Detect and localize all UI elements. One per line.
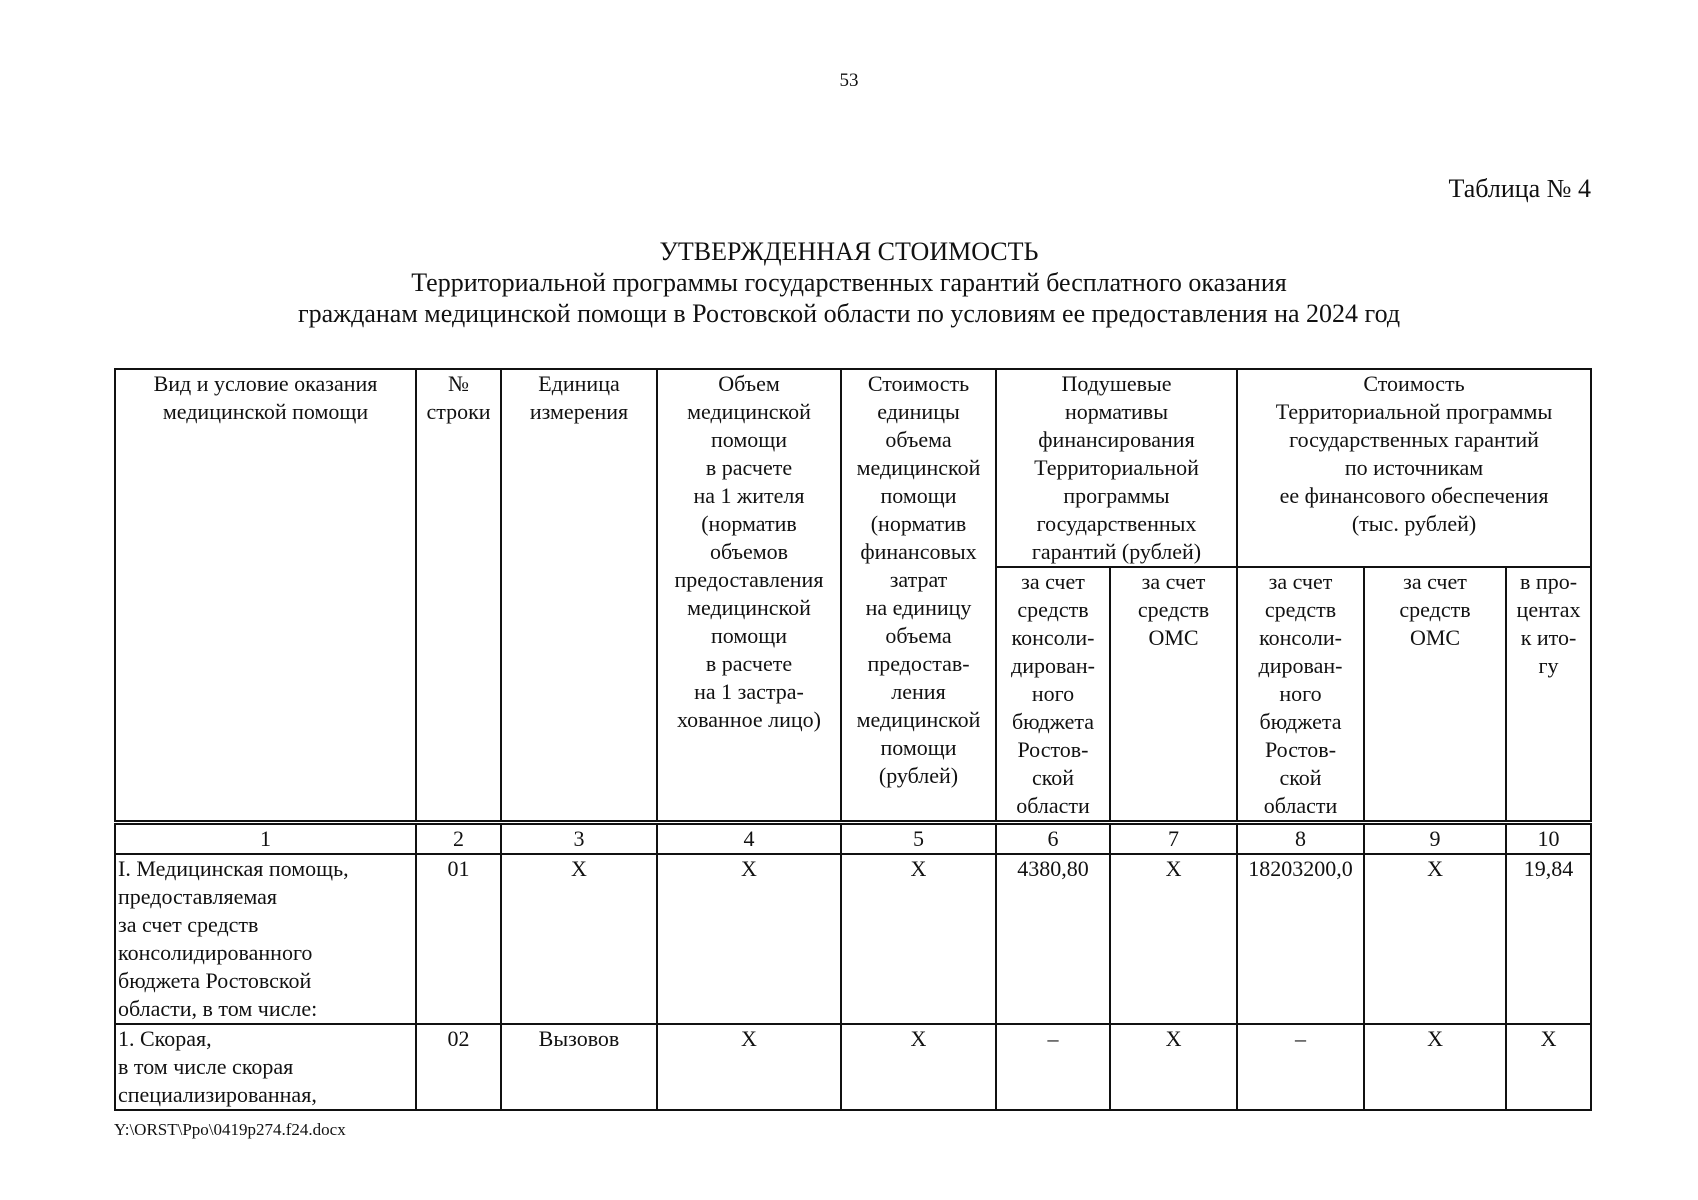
- header-cell: Стоимость единицы объема медицинской помощи (норматив финансовых затрат на единицу объема предостав- ления медицинской помощи (рублей): [841, 369, 996, 823]
- table-cell: X: [1110, 854, 1237, 1024]
- table-cell: X: [501, 854, 657, 1024]
- header-group-cell: Стоимость Территориальной программы государственных гарантий по источникам ее финансового обеспечения (тыс. рублей): [1237, 369, 1591, 567]
- table-cell: 19,84: [1506, 854, 1591, 1024]
- row-name-cell: 1. Скорая, в том числе скорая специализированная,: [115, 1024, 416, 1110]
- column-number: 4: [657, 823, 841, 855]
- file-path-footer: Y:\ORST\Ppo\0419p274.f24.docx: [114, 1120, 346, 1139]
- page-number: 53: [839, 70, 859, 91]
- document-title: [0, 236, 1698, 329]
- header-cell: за счет средств ОМС: [1364, 567, 1506, 823]
- column-number: 2: [416, 823, 501, 855]
- table-cell: X: [841, 854, 996, 1024]
- header-group-cell: Подушевые нормативы финансирования Территориальной программы государственных гарантий (рублей): [996, 369, 1237, 567]
- cost-table: [114, 368, 1592, 1111]
- column-number: 7: [1110, 823, 1237, 855]
- table-cell: 02: [416, 1024, 501, 1110]
- column-number: 5: [841, 823, 996, 855]
- title-line: гражданам медицинской помощи в Ростовской области по условиям ее предоставления на 2024 год: [297, 299, 1401, 328]
- row-name-cell: I. Медицинская помощь, предоставляемая за счет средств консолидированного бюджета Ростовской области, в том числе:: [115, 854, 416, 1024]
- header-cell: Единица измерения: [501, 369, 657, 823]
- table-cell: 01: [416, 854, 501, 1024]
- table-cell: X: [1110, 1024, 1237, 1110]
- title-line: Территориальной программы государственных гарантий бесплатного оказания: [411, 268, 1287, 297]
- table-row: [115, 1024, 1591, 1110]
- title-line: УТВЕРЖДЕННАЯ СТОИМОСТЬ: [659, 237, 1039, 266]
- table-cell: X: [657, 854, 841, 1024]
- table-cell: X: [657, 1024, 841, 1110]
- header-cell: Объем медицинской помощи в расчете на 1 жителя (норматив объемов предоставления медицинской помощи в расчете на 1 застра- хованное лицо): [657, 369, 841, 823]
- column-number: 10: [1506, 823, 1591, 855]
- table-cell: –: [996, 1024, 1110, 1110]
- column-number-row: [115, 823, 1591, 855]
- table-row: [115, 854, 1591, 1024]
- header-cell: № строки: [416, 369, 501, 823]
- column-number: 9: [1364, 823, 1506, 855]
- column-number: 6: [996, 823, 1110, 855]
- table-cell: 18203200,0: [1237, 854, 1364, 1024]
- header-row-1: [115, 369, 1591, 567]
- table-label: Таблица № 4: [1448, 174, 1591, 203]
- table-cell: X: [1364, 1024, 1506, 1110]
- table-cell: X: [1364, 854, 1506, 1024]
- header-cell: за счет средств консоли- дирован- ного бюджета Ростов- ской области: [996, 567, 1110, 823]
- table-cell: –: [1237, 1024, 1364, 1110]
- table-cell: 4380,80: [996, 854, 1110, 1024]
- header-cell: в про- центах к ито- гу: [1506, 567, 1591, 823]
- header-cell: Вид и условие оказания медицинской помощи: [115, 369, 416, 823]
- table-cell: Вызовов: [501, 1024, 657, 1110]
- table-cell: X: [1506, 1024, 1591, 1110]
- column-number: 3: [501, 823, 657, 855]
- header-cell: за счет средств консоли- дирован- ного бюджета Ростов- ской области: [1237, 567, 1364, 823]
- table-cell: X: [841, 1024, 996, 1110]
- column-number: 8: [1237, 823, 1364, 855]
- header-cell: за счет средств ОМС: [1110, 567, 1237, 823]
- column-number: 1: [115, 823, 416, 855]
